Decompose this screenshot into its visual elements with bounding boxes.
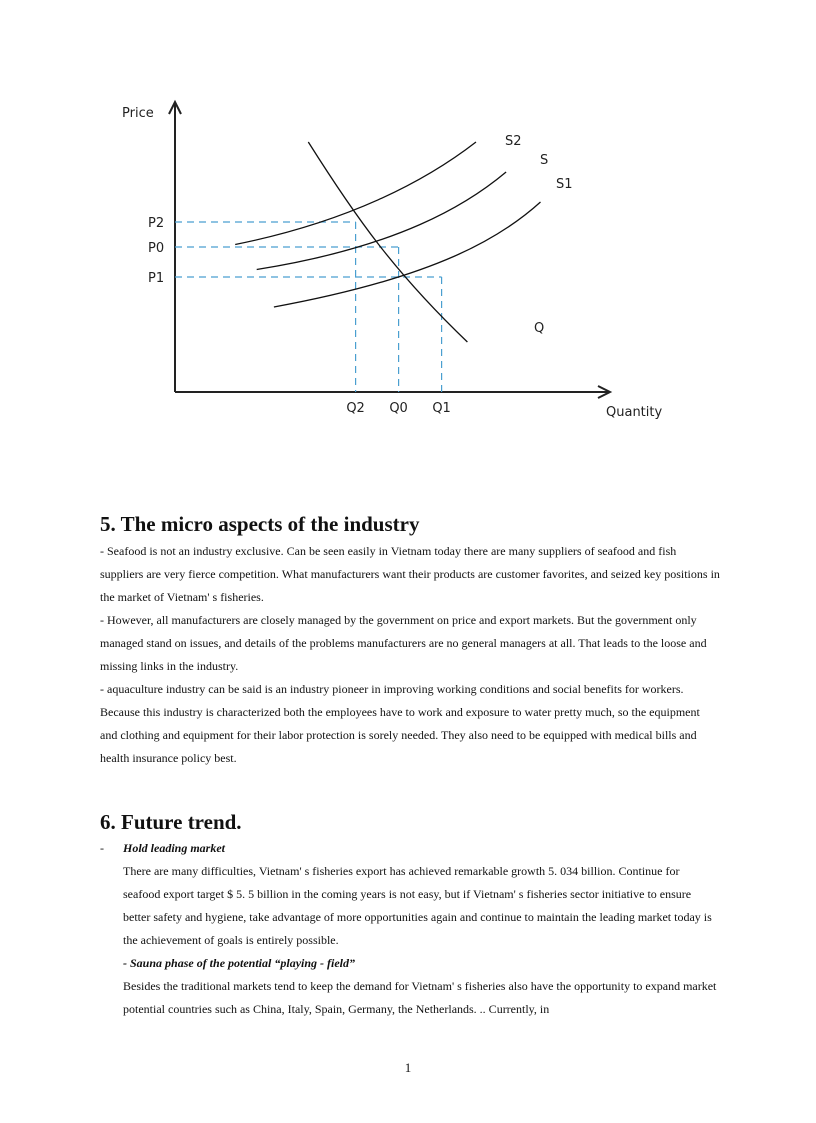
subheading-sauna-phase: - Sauna phase of the potential “playing - field” xyxy=(123,956,356,970)
y-axis-label: Price xyxy=(122,106,154,121)
curve-q xyxy=(308,142,467,342)
quantity-label-q0: Q0 xyxy=(389,401,408,416)
chart-curves xyxy=(235,142,540,342)
section-6-paragraph-2: Besides the traditional markets tend to keep the demand for Vietnam' s fisheries also have the opportunity to expand market potential countries such as China, Italy, Spain, Germany, the Netherlands. .. Currently, in xyxy=(123,979,717,1016)
price-label-p2: P2 xyxy=(148,216,165,231)
curve-s xyxy=(257,172,506,270)
curve-label-s1: S1 xyxy=(556,177,573,192)
section-6-paragraph-1: There are many difficulties, Vietnam' s fisheries export has achieved remarkable growth 5. 034 billion. Continue for seafood export target $ 5. 5 billion in the coming years is not easy, but if Vietnam' s fisheries sector initiative to ensure better safety and hygiene, take advantage of more opportunities again and continue to maintain the leading market today is the achievement of goals is entirely possible. xyxy=(123,864,712,947)
curve-label-s2: S2 xyxy=(505,134,522,149)
curve-label-q: Q xyxy=(534,321,545,336)
quantity-label-q2: Q2 xyxy=(346,401,365,416)
section-6-heading: 6. Future trend. xyxy=(100,810,242,834)
supply-demand-chart xyxy=(100,92,680,432)
section-5-paragraph-1: - Seafood is not an industry exclusive. Can be seen easily in Vietnam today there are many suppliers of seafood and fish suppliers are very fierce competition. What manufacturers want their products are customer favorites, and seized key positions in the market of Vietnam' s fisheries. xyxy=(100,544,720,604)
chart-axes xyxy=(169,102,610,398)
price-label-p0: P0 xyxy=(148,241,165,256)
curve-s1 xyxy=(274,202,541,307)
page-number: 1 xyxy=(404,1060,412,1075)
section-5-heading: 5. The micro aspects of the industry xyxy=(100,512,420,536)
section-5-paragraph-2: - However, all manufacturers are closely managed by the government on price and export markets. But the government only managed stand on issues, and details of the problems manufacturers are no general managers at all. That leads to the loose and missing links in the industry. xyxy=(100,613,707,673)
subheading-hold-leading-market: Hold leading market xyxy=(123,841,225,855)
curve-label-s: S xyxy=(540,153,549,168)
section-5-paragraph-3: - aquaculture industry can be said is an industry pioneer in improving working conditions and social benefits for workers. Because this industry is characterized both the employees have to work and exposure to water pretty much, so the equipment and clothing and equipment for their labor protection is sorely needed. They also need to be equipped with medical bills and health insurance policy best. xyxy=(100,682,700,765)
x-axis-label: Quantity xyxy=(606,405,663,420)
quantity-label-q1: Q1 xyxy=(432,401,451,416)
price-label-p1: P1 xyxy=(148,271,165,286)
curve-s2 xyxy=(235,142,476,245)
bullet-marker: - xyxy=(100,841,104,855)
chart-labels xyxy=(122,106,662,420)
price-quantity-guides xyxy=(175,222,442,392)
